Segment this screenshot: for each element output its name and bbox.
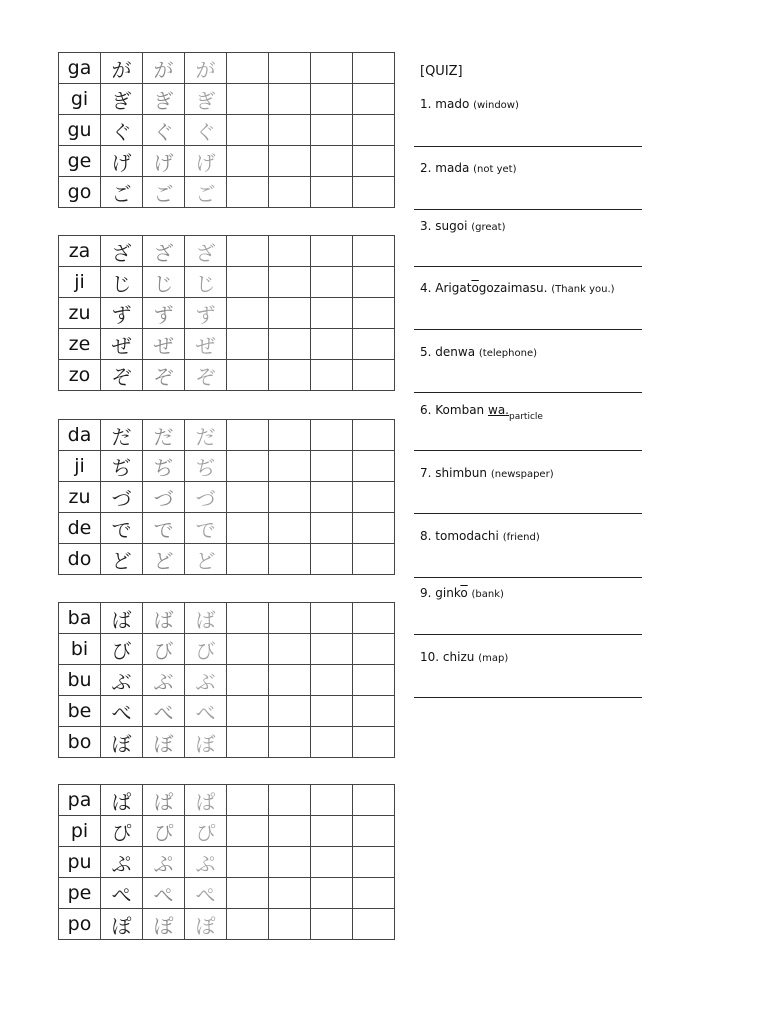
kana-trace: ぎ bbox=[143, 84, 185, 115]
quiz-item-4 bbox=[420, 281, 615, 295]
practice-cell[interactable] bbox=[353, 329, 395, 360]
kana-trace: べ bbox=[143, 696, 185, 727]
practice-row bbox=[59, 727, 395, 758]
kana-trace: ぷ bbox=[185, 847, 227, 878]
practice-cell[interactable] bbox=[353, 482, 395, 513]
macron-vowel: $\overline{o}$ bbox=[460, 586, 468, 600]
practice-cell[interactable] bbox=[269, 513, 311, 544]
answer-line[interactable] bbox=[414, 634, 642, 635]
particle-word: wa. bbox=[488, 403, 509, 417]
kana-trace: ぶ bbox=[143, 665, 185, 696]
practice-cell[interactable] bbox=[353, 816, 395, 847]
quiz-title: [QUIZ] bbox=[420, 64, 463, 79]
quiz-item-meaning: (Thank you.) bbox=[551, 284, 615, 295]
practice-row bbox=[59, 451, 395, 482]
practice-cell[interactable] bbox=[227, 298, 269, 329]
practice-cell[interactable] bbox=[269, 360, 311, 391]
romaji-label: ji bbox=[59, 267, 101, 298]
kana-model: ぴ bbox=[101, 816, 143, 847]
kana-trace: ば bbox=[185, 603, 227, 634]
practice-cell[interactable] bbox=[227, 847, 269, 878]
quiz-item-number: 1. bbox=[420, 97, 432, 111]
romaji-label: gi bbox=[59, 84, 101, 115]
kana-trace: ぺ bbox=[185, 878, 227, 909]
practice-row bbox=[59, 53, 395, 84]
practice-cell[interactable] bbox=[269, 603, 311, 634]
practice-cell[interactable] bbox=[269, 544, 311, 575]
romaji-label: go bbox=[59, 177, 101, 208]
kana-trace: じ bbox=[143, 267, 185, 298]
quiz-item-number: 3. bbox=[420, 219, 432, 233]
kana-trace: ず bbox=[143, 298, 185, 329]
practice-cell[interactable] bbox=[311, 298, 353, 329]
quiz-item-word: mado bbox=[435, 97, 470, 111]
quiz-item-word: $gink\overline{o}$ bbox=[435, 586, 468, 600]
practice-cell[interactable] bbox=[311, 177, 353, 208]
romaji-label: bu bbox=[59, 665, 101, 696]
kana-trace: じ bbox=[185, 267, 227, 298]
romaji-label: pe bbox=[59, 878, 101, 909]
answer-line[interactable] bbox=[414, 697, 642, 698]
quiz-item-number: 6. bbox=[420, 403, 432, 417]
practice-cell[interactable] bbox=[311, 878, 353, 909]
kana-trace: び bbox=[185, 634, 227, 665]
practice-cell[interactable] bbox=[227, 544, 269, 575]
kana-trace: ざ bbox=[143, 236, 185, 267]
practice-cell[interactable] bbox=[269, 115, 311, 146]
practice-cell[interactable] bbox=[311, 482, 353, 513]
practice-row bbox=[59, 696, 395, 727]
quiz-item-5 bbox=[420, 345, 537, 359]
practice-cell[interactable] bbox=[353, 146, 395, 177]
practice-cell[interactable] bbox=[269, 329, 311, 360]
practice-cell[interactable] bbox=[227, 909, 269, 940]
kana-model: げ bbox=[101, 146, 143, 177]
practice-cell[interactable] bbox=[311, 665, 353, 696]
kana-model: じ bbox=[101, 267, 143, 298]
practice-row bbox=[59, 146, 395, 177]
kana-model: ぶ bbox=[101, 665, 143, 696]
kana-model: ぐ bbox=[101, 115, 143, 146]
kana-trace: ぼ bbox=[185, 727, 227, 758]
kana-trace: づ bbox=[185, 482, 227, 513]
romaji-label: da bbox=[59, 420, 101, 451]
quiz-item-word: shimbun bbox=[435, 466, 487, 480]
kana-model: ぞ bbox=[101, 360, 143, 391]
quiz-item-9 bbox=[420, 586, 504, 600]
practice-row bbox=[59, 329, 395, 360]
romaji-label: ze bbox=[59, 329, 101, 360]
answer-line[interactable] bbox=[414, 266, 642, 267]
kana-model: ぜ bbox=[101, 329, 143, 360]
kana-model: べ bbox=[101, 696, 143, 727]
practice-cell[interactable] bbox=[311, 53, 353, 84]
practice-cell[interactable] bbox=[269, 785, 311, 816]
romaji-label: ji bbox=[59, 451, 101, 482]
practice-cell[interactable] bbox=[353, 634, 395, 665]
macron-vowel: $\overline{o}$ bbox=[471, 281, 479, 295]
practice-cell[interactable] bbox=[353, 603, 395, 634]
practice-cell[interactable] bbox=[353, 544, 395, 575]
romaji-label: po bbox=[59, 909, 101, 940]
practice-row bbox=[59, 236, 395, 267]
quiz-item-word: mada bbox=[435, 161, 470, 175]
practice-row bbox=[59, 267, 395, 298]
practice-row bbox=[59, 298, 395, 329]
practice-cell[interactable] bbox=[269, 84, 311, 115]
kana-model: ず bbox=[101, 298, 143, 329]
practice-cell[interactable] bbox=[227, 177, 269, 208]
practice-grid-z-row bbox=[58, 235, 395, 391]
practice-cell[interactable] bbox=[227, 236, 269, 267]
practice-cell[interactable] bbox=[227, 146, 269, 177]
practice-row bbox=[59, 513, 395, 544]
practice-cell[interactable] bbox=[311, 603, 353, 634]
kana-trace: ぞ bbox=[143, 360, 185, 391]
kana-trace: ご bbox=[185, 177, 227, 208]
practice-cell[interactable] bbox=[227, 53, 269, 84]
kana-trace: べ bbox=[185, 696, 227, 727]
practice-row bbox=[59, 603, 395, 634]
kana-trace: げ bbox=[185, 146, 227, 177]
kana-trace: ぴ bbox=[143, 816, 185, 847]
practice-cell[interactable] bbox=[353, 360, 395, 391]
practice-cell[interactable] bbox=[353, 785, 395, 816]
kana-trace: ぞ bbox=[185, 360, 227, 391]
practice-cell[interactable] bbox=[353, 696, 395, 727]
kana-trace: ぺ bbox=[143, 878, 185, 909]
quiz-item-number: 10. bbox=[420, 650, 440, 664]
practice-cell[interactable] bbox=[353, 53, 395, 84]
kana-trace: ぢ bbox=[185, 451, 227, 482]
practice-cell[interactable] bbox=[227, 696, 269, 727]
kana-model: だ bbox=[101, 420, 143, 451]
kana-trace: ざ bbox=[185, 236, 227, 267]
kana-trace: ぶ bbox=[185, 665, 227, 696]
practice-cell[interactable] bbox=[269, 878, 311, 909]
practice-cell[interactable] bbox=[353, 727, 395, 758]
practice-cell[interactable] bbox=[269, 816, 311, 847]
quiz-item-number: 4. bbox=[420, 281, 432, 295]
romaji-label: pi bbox=[59, 816, 101, 847]
answer-line[interactable] bbox=[414, 392, 642, 393]
practice-cell[interactable] bbox=[311, 267, 353, 298]
quiz-item-word: denwa bbox=[435, 345, 476, 359]
kana-trace: ぐ bbox=[185, 115, 227, 146]
practice-cell[interactable] bbox=[227, 420, 269, 451]
quiz-item-10 bbox=[420, 650, 508, 664]
practice-row bbox=[59, 482, 395, 513]
kana-trace: ぜ bbox=[185, 329, 227, 360]
quiz-item-1 bbox=[420, 97, 519, 111]
practice-cell[interactable] bbox=[227, 816, 269, 847]
practice-grid-d-row bbox=[58, 419, 395, 575]
romaji-label: ba bbox=[59, 603, 101, 634]
kana-model: ぱ bbox=[101, 785, 143, 816]
practice-cell[interactable] bbox=[227, 360, 269, 391]
answer-line[interactable] bbox=[414, 577, 642, 578]
kana-trace: ぼ bbox=[143, 727, 185, 758]
kana-trace: ぽ bbox=[185, 909, 227, 940]
practice-cell[interactable] bbox=[311, 513, 353, 544]
practice-row bbox=[59, 177, 395, 208]
quiz-item-meaning: (not yet) bbox=[473, 164, 517, 175]
kana-trace: ぽ bbox=[143, 909, 185, 940]
practice-cell[interactable] bbox=[311, 360, 353, 391]
practice-cell[interactable] bbox=[311, 909, 353, 940]
answer-line[interactable] bbox=[414, 513, 642, 514]
kana-model: ご bbox=[101, 177, 143, 208]
practice-row bbox=[59, 84, 395, 115]
quiz-item-2 bbox=[420, 161, 516, 175]
practice-cell[interactable] bbox=[353, 267, 395, 298]
practice-cell[interactable] bbox=[353, 236, 395, 267]
practice-cell[interactable] bbox=[353, 513, 395, 544]
practice-cell[interactable] bbox=[353, 177, 395, 208]
kana-trace: づ bbox=[143, 482, 185, 513]
practice-cell[interactable] bbox=[227, 513, 269, 544]
romaji-label: de bbox=[59, 513, 101, 544]
practice-cell[interactable] bbox=[269, 267, 311, 298]
practice-cell[interactable] bbox=[311, 236, 353, 267]
practice-cell[interactable] bbox=[311, 544, 353, 575]
practice-cell[interactable] bbox=[269, 451, 311, 482]
kana-model: ぎ bbox=[101, 84, 143, 115]
quiz-item-word: Komban bbox=[435, 403, 485, 417]
answer-line[interactable] bbox=[414, 450, 642, 451]
practice-cell[interactable] bbox=[311, 115, 353, 146]
kana-trace: で bbox=[143, 513, 185, 544]
quiz-item-word: chizu bbox=[442, 650, 475, 664]
quiz-item-number: 8. bbox=[420, 529, 432, 543]
romaji-label: zu bbox=[59, 482, 101, 513]
practice-row bbox=[59, 909, 395, 940]
romaji-label: ge bbox=[59, 146, 101, 177]
quiz-item-meaning: (bank) bbox=[471, 589, 504, 600]
kana-trace: だ bbox=[143, 420, 185, 451]
romaji-label: bo bbox=[59, 727, 101, 758]
romaji-label: bi bbox=[59, 634, 101, 665]
practice-cell[interactable] bbox=[269, 482, 311, 513]
quiz-item-word: $Arigat\overline{o}gozaimasu$. bbox=[435, 281, 548, 295]
quiz-item-number: 5. bbox=[420, 345, 432, 359]
practice-cell[interactable] bbox=[353, 298, 395, 329]
practice-cell[interactable] bbox=[227, 603, 269, 634]
practice-row bbox=[59, 360, 395, 391]
romaji-label: be bbox=[59, 696, 101, 727]
kana-model: ぼ bbox=[101, 727, 143, 758]
quiz-item-meaning: (great) bbox=[471, 222, 506, 233]
kana-model: ば bbox=[101, 603, 143, 634]
practice-row bbox=[59, 665, 395, 696]
kana-trace: ぜ bbox=[143, 329, 185, 360]
quiz-item-3 bbox=[420, 219, 506, 233]
practice-cell[interactable] bbox=[269, 53, 311, 84]
quiz-item-6 bbox=[420, 403, 543, 422]
kana-model: ざ bbox=[101, 236, 143, 267]
practice-cell[interactable] bbox=[311, 420, 353, 451]
kana-model: ぢ bbox=[101, 451, 143, 482]
practice-cell[interactable] bbox=[353, 115, 395, 146]
practice-cell[interactable] bbox=[311, 816, 353, 847]
kana-model: ぷ bbox=[101, 847, 143, 878]
practice-cell[interactable] bbox=[227, 785, 269, 816]
romaji-label: ga bbox=[59, 53, 101, 84]
practice-row bbox=[59, 420, 395, 451]
kana-trace: ぐ bbox=[143, 115, 185, 146]
quiz-item-meaning: (map) bbox=[478, 653, 509, 664]
quiz-item-number: 9. bbox=[420, 586, 432, 600]
kana-trace: が bbox=[185, 53, 227, 84]
practice-row bbox=[59, 634, 395, 665]
practice-row bbox=[59, 847, 395, 878]
practice-cell[interactable] bbox=[353, 909, 395, 940]
practice-row bbox=[59, 115, 395, 146]
practice-grid-p-row bbox=[58, 784, 395, 940]
kana-model: ぽ bbox=[101, 909, 143, 940]
practice-cell[interactable] bbox=[311, 84, 353, 115]
practice-cell[interactable] bbox=[353, 665, 395, 696]
practice-cell[interactable] bbox=[227, 727, 269, 758]
practice-cell[interactable] bbox=[269, 665, 311, 696]
quiz-item-number: 7. bbox=[420, 466, 432, 480]
practice-cell[interactable] bbox=[269, 696, 311, 727]
kana-trace: で bbox=[185, 513, 227, 544]
practice-cell[interactable] bbox=[311, 785, 353, 816]
practice-cell[interactable] bbox=[311, 146, 353, 177]
practice-cell[interactable] bbox=[311, 451, 353, 482]
romaji-label: gu bbox=[59, 115, 101, 146]
practice-cell[interactable] bbox=[311, 727, 353, 758]
kana-trace: げ bbox=[143, 146, 185, 177]
answer-line[interactable] bbox=[414, 209, 642, 210]
kana-trace: が bbox=[143, 53, 185, 84]
romaji-label: do bbox=[59, 544, 101, 575]
particle-label: particle bbox=[509, 412, 543, 422]
romaji-label: za bbox=[59, 236, 101, 267]
practice-cell[interactable] bbox=[227, 665, 269, 696]
practice-cell[interactable] bbox=[227, 878, 269, 909]
answer-line[interactable] bbox=[414, 146, 642, 147]
practice-cell[interactable] bbox=[311, 329, 353, 360]
practice-cell[interactable] bbox=[227, 482, 269, 513]
kana-model: が bbox=[101, 53, 143, 84]
kana-trace: だ bbox=[185, 420, 227, 451]
practice-cell[interactable] bbox=[353, 84, 395, 115]
quiz-item-meaning: (telephone) bbox=[478, 348, 537, 359]
practice-cell[interactable] bbox=[269, 236, 311, 267]
practice-cell[interactable] bbox=[269, 727, 311, 758]
kana-trace: ず bbox=[185, 298, 227, 329]
answer-line[interactable] bbox=[414, 329, 642, 330]
practice-row bbox=[59, 816, 395, 847]
kana-trace: ぢ bbox=[143, 451, 185, 482]
quiz-item-number: 2. bbox=[420, 161, 432, 175]
practice-cell[interactable] bbox=[227, 84, 269, 115]
kana-trace: ぷ bbox=[143, 847, 185, 878]
practice-grid-b-row bbox=[58, 602, 395, 758]
romaji-label: pu bbox=[59, 847, 101, 878]
romaji-label: pa bbox=[59, 785, 101, 816]
kana-trace: ど bbox=[143, 544, 185, 575]
practice-cell[interactable] bbox=[353, 878, 395, 909]
practice-cell[interactable] bbox=[227, 329, 269, 360]
kana-trace: ぱ bbox=[143, 785, 185, 816]
quiz-item-8 bbox=[420, 529, 540, 543]
kana-trace: ご bbox=[143, 177, 185, 208]
practice-grid-g-row bbox=[58, 52, 395, 208]
practice-cell[interactable] bbox=[227, 634, 269, 665]
practice-cell[interactable] bbox=[311, 696, 353, 727]
kana-trace: ぎ bbox=[185, 84, 227, 115]
kana-trace: ど bbox=[185, 544, 227, 575]
practice-cell[interactable] bbox=[269, 177, 311, 208]
practice-cell[interactable] bbox=[269, 847, 311, 878]
practice-cell[interactable] bbox=[269, 146, 311, 177]
kana-trace: ぴ bbox=[185, 816, 227, 847]
kana-model: ど bbox=[101, 544, 143, 575]
quiz-item-meaning: (window) bbox=[473, 100, 519, 111]
kana-trace: ぱ bbox=[185, 785, 227, 816]
practice-row bbox=[59, 785, 395, 816]
kana-model: ぺ bbox=[101, 878, 143, 909]
practice-cell[interactable] bbox=[353, 451, 395, 482]
practice-cell[interactable] bbox=[353, 847, 395, 878]
practice-row bbox=[59, 544, 395, 575]
practice-cell[interactable] bbox=[269, 909, 311, 940]
practice-cell[interactable] bbox=[269, 420, 311, 451]
quiz-item-7 bbox=[420, 466, 554, 480]
practice-cell[interactable] bbox=[311, 634, 353, 665]
practice-cell[interactable] bbox=[227, 451, 269, 482]
practice-row bbox=[59, 878, 395, 909]
practice-cell[interactable] bbox=[269, 634, 311, 665]
kana-model: づ bbox=[101, 482, 143, 513]
kana-trace: び bbox=[143, 634, 185, 665]
quiz-item-meaning: (newspaper) bbox=[490, 469, 554, 480]
romaji-label: zu bbox=[59, 298, 101, 329]
quiz-item-word: sugoi bbox=[435, 219, 468, 233]
practice-cell[interactable] bbox=[353, 420, 395, 451]
kana-model: び bbox=[101, 634, 143, 665]
practice-cell[interactable] bbox=[269, 298, 311, 329]
quiz-item-word: tomodachi bbox=[435, 529, 499, 543]
kana-trace: ば bbox=[143, 603, 185, 634]
practice-cell[interactable] bbox=[227, 267, 269, 298]
quiz-item-meaning: (friend) bbox=[502, 532, 540, 543]
practice-cell[interactable] bbox=[311, 847, 353, 878]
romaji-label: zo bbox=[59, 360, 101, 391]
practice-cell[interactable] bbox=[227, 115, 269, 146]
kana-model: で bbox=[101, 513, 143, 544]
